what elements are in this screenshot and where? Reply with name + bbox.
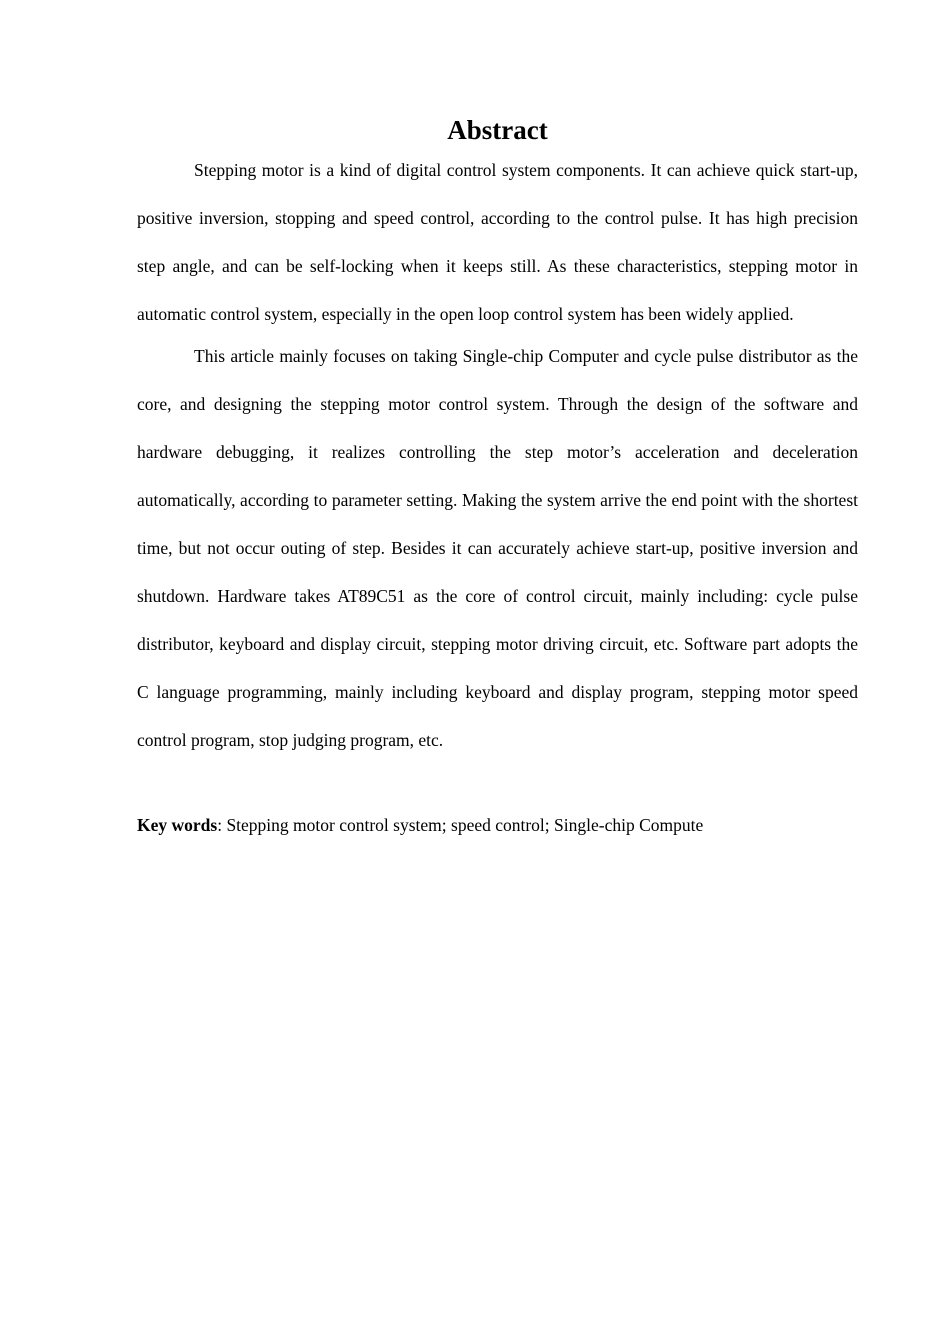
keywords-line [137,801,858,849]
abstract-paragraph-1: Stepping motor is a kind of digital control system components. It can achieve quick start-up, positive inversion, stopping and speed control, according to the control pulse. It has high precision step angle, and can be self-locking when it keeps still. As these characteristics, stepping motor in automatic control system, especially in the open loop control system has been widely applied. [137,160,858,324]
abstract-paragraph-2: This article mainly focuses on taking Single-chip Computer and cycle pulse distributor as the core, and designing the stepping motor control system. Through the design of the software and hardware debugging, it realizes controlling the step motor’s acceleration and deceleration automatically, according to parameter setting. Making the system arrive the end point with the shortest time, but not occur outing of step. Besides it can accurately achieve start-up, positive inversion and shutdown. Hardware takes AT89C51 as the core of control circuit, mainly including: cycle pulse distributor, keyboard and display circuit, stepping motor driving circuit, etc. Software part adopts the C language programming, mainly including keyboard and display program, stepping motor speed control program, stop judging program, etc. [137,346,858,750]
abstract-body [137,146,858,849]
abstract-title: Abstract [447,115,548,145]
keywords-text: : Stepping motor control system; speed control; Single-chip Compute [217,815,704,835]
keywords-label: Key words [137,815,218,835]
